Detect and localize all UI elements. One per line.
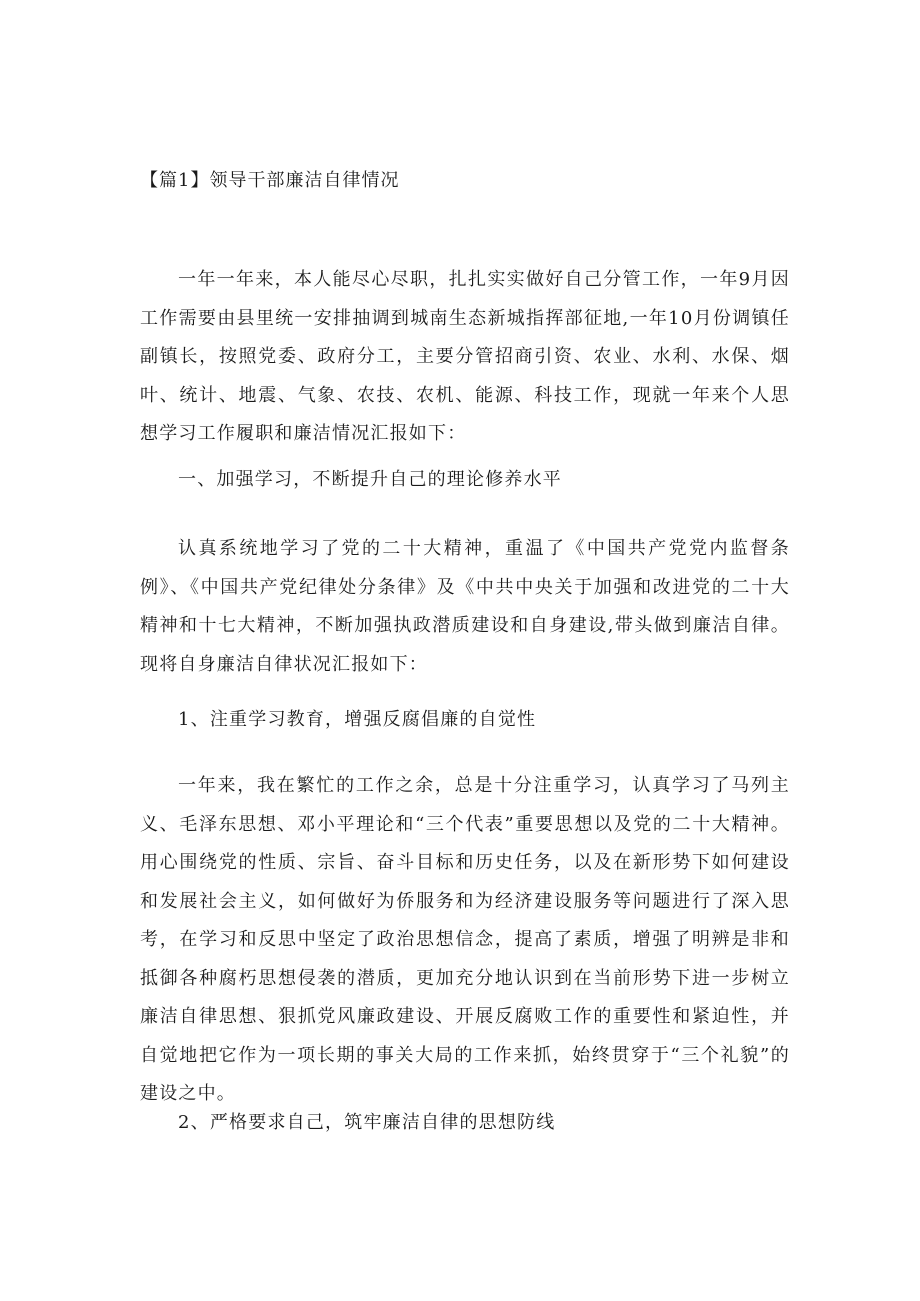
paragraph-study: 认真系统地学习了党的二十大精神，重温了《中国共产党党内监督条例》、《中国共产党纪律处分条律》及《中共中央关于加强和改进党的二十大精神和十七大精神，不断加强执政潜质建设和自身建设,带头做到廉洁自律。现将自身廉洁自律状况汇报如下： (140, 538, 790, 675)
paragraph-education: 一年来，我在繁忙的工作之余，总是十分注重学习，认真学习了马列主义、毛泽东思想、邓小平理论和“三个代表”重要思想以及党的二十大精神。用心围绕党的性质、宗旨、奋斗目标和历史任务，以及在新形势下如何建设和发展社会主义，如何做好为侨服务和为经济建设服务等问题进行了深入思考，在学习和反思中坚定了政治思想信念，提高了素质，增强了明辨是非和抵御各种腐朽思想侵袭的潜质，更加充分地认识到在当前形势下进一步树立廉洁自律思想、狠抓党风廉政建设、开展反腐败工作的重要性和紧迫性，并自觉地把它作为一项长期的事关大局的工作来抓，始终贯穿于“三个礼貌”的建设之中。 (140, 775, 790, 1104)
section-heading-1: 一、加强学习，不断提升自己的理论修养水平 (178, 469, 562, 490)
document-title: 【篇1】领导干部廉洁自律情况 (140, 170, 400, 191)
paragraph-intro: 一年一年来，本人能尽心尽职，扎扎实实做好自己分管工作，一年9月因工作需要由县里统一安排抽调到城南生态新城指挥部征地,一年10月份调镇任副镇长，按照党委、政府分工，主要分管招商引资、农业、水利、水保、烟叶、统计、地震、气象、农技、农机、能源、科技工作，现就一年来个人思想学习工作履职和廉洁情况汇报如下： (140, 269, 790, 444)
subsection-heading-1: 1、注重学习教育，增强反腐倡廉的自觉性 (178, 709, 537, 730)
subsection-heading-2: 2、严格要求自己，筑牢廉洁自律的思想防线 (178, 1112, 556, 1133)
